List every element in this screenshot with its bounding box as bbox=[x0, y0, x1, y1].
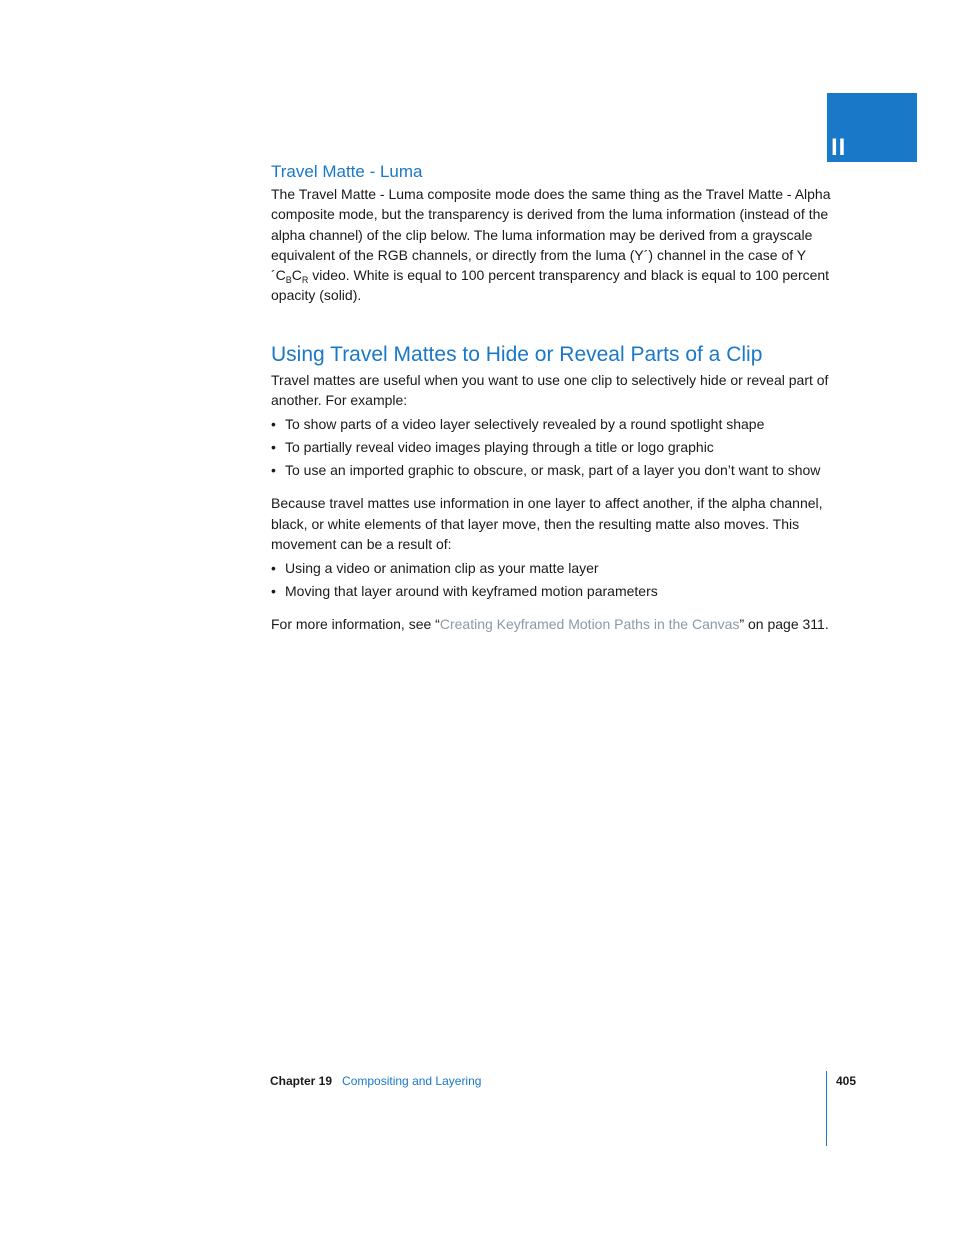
footer-chapter-title[interactable]: Compositing and Layering bbox=[342, 1074, 482, 1088]
luma-paragraph-part2: video. White is equal to 100 percent transparency and black is equal to 100 percent opacity (solid). bbox=[271, 267, 830, 304]
list-item: • Using a video or animation clip as your matte layer bbox=[271, 560, 599, 577]
bullet-glyph: • bbox=[271, 416, 276, 433]
luma-paragraph-part1: The Travel Matte - Luma composite mode does the same thing as the Travel Matte - Alpha composite mode, but the transparency is derived from the luma information (instead of the alpha channel) of the clip below. The luma information may be derived from a grayscale equivalent of the RGB channels, or directly from the luma (Y´) channel in the case of Y´C bbox=[271, 186, 831, 284]
movement-bullet-list bbox=[271, 558, 831, 601]
example-bullet-list bbox=[271, 414, 831, 480]
footer-chapter-number: Chapter 19 bbox=[270, 1074, 333, 1088]
bullet-glyph: • bbox=[271, 583, 276, 600]
luma-mid-c: C bbox=[291, 267, 302, 284]
page-content bbox=[271, 160, 831, 635]
subscript-b: B bbox=[285, 275, 292, 286]
part-tab bbox=[827, 93, 917, 162]
list-item: • To show parts of a video layer selectively revealed by a round spotlight shape bbox=[271, 416, 765, 433]
bullet-glyph: • bbox=[271, 439, 276, 456]
more-info-paragraph: For more information, see “Creating Keyframed Motion Paths in the Canvas” on page 311. bbox=[271, 616, 829, 633]
bullet-glyph: • bbox=[271, 560, 276, 577]
section-heading-travel-matte-luma: Travel Matte - Luma bbox=[271, 162, 423, 181]
footer-chapter bbox=[270, 1073, 481, 1089]
cross-reference-link[interactable]: Creating Keyframed Motion Paths in the Canvas bbox=[439, 616, 740, 633]
subscript-r: R bbox=[301, 275, 309, 286]
list-item: • To use an imported graphic to obscure, or mask, part of a layer you don’t want to show bbox=[271, 462, 821, 479]
bullet-glyph: • bbox=[271, 462, 276, 479]
part-tab-label: II bbox=[831, 134, 847, 161]
page-number: 405 bbox=[836, 1074, 857, 1088]
using-intro-paragraph: Travel mattes are useful when you want to use one clip to selectively hide or reveal part of another. For example: bbox=[271, 371, 829, 409]
footer-divider bbox=[826, 1071, 827, 1146]
list-item: • To partially reveal video images playing through a title or logo graphic bbox=[271, 439, 714, 456]
movement-paragraph: Because travel mattes use information in one layer to affect another, if the alpha channel, black, or white elements of that layer move, then the resulting matte also moves. This movement can be a result of: bbox=[271, 495, 823, 552]
list-item: • Moving that layer around with keyframed motion parameters bbox=[271, 583, 658, 600]
luma-paragraph bbox=[271, 184, 831, 306]
section-heading-using-travel-mattes: Using Travel Mattes to Hide or Reveal Parts of a Clip bbox=[271, 342, 763, 366]
